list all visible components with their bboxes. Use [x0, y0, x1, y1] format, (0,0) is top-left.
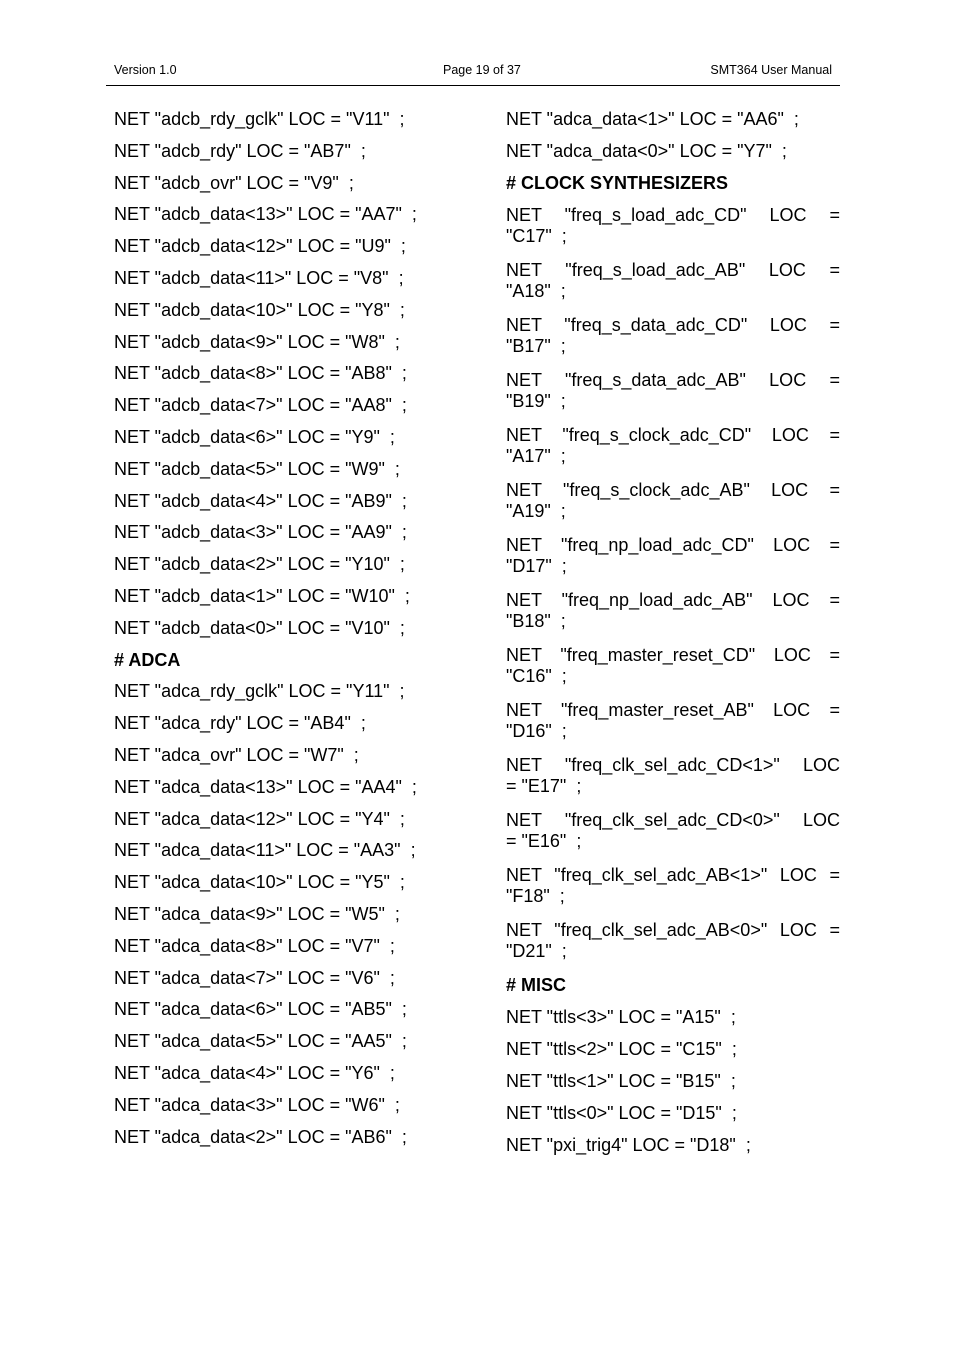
net-line: NET "adca_data<9>" LOC = "W5" ;	[114, 903, 400, 924]
net-entry-main: NET "freq_clk_sel_adc_CD<0>" LOC	[506, 810, 840, 830]
net-entry-main: NET "freq_s_load_adc_CD" LOC =	[506, 205, 840, 225]
net-line: NET "pxi_trig4" LOC = "D18" ;	[506, 1135, 751, 1155]
net-entry	[506, 424, 840, 467]
net-entry	[506, 864, 840, 907]
net-entry-tail: "B19" ;	[506, 391, 566, 411]
net-entry	[506, 369, 840, 412]
net-line: NET "ttls<0>" LOC = "D15" ;	[506, 1103, 737, 1123]
net-line: NET "adcb_data<9>" LOC = "W8" ;	[114, 331, 400, 352]
net-line: NET "adca_data<11>" LOC = "AA3" ;	[114, 840, 416, 861]
net-line: NET "adca_data<3>" LOC = "W6" ;	[114, 1094, 400, 1115]
net-entry-tail: = "E17" ;	[506, 776, 582, 796]
net-line: NET "adcb_data<2>" LOC = "Y10" ;	[114, 554, 405, 575]
net-line: NET "adcb_rdy_gclk" LOC = "V11" ;	[114, 109, 405, 129]
net-entry-main: NET "freq_s_clock_adc_CD" LOC =	[506, 425, 840, 445]
net-line: NET "adca_rdy" LOC = "AB4" ;	[114, 713, 366, 734]
net-entry-main: NET "freq_s_load_adc_AB" LOC =	[506, 260, 840, 280]
net-entry-tail: "A17" ;	[506, 446, 566, 466]
net-line: NET "adca_data<2>" LOC = "AB6" ;	[114, 1126, 407, 1147]
net-entry-main: NET "freq_np_load_adc_CD" LOC =	[506, 535, 840, 555]
net-entry	[506, 314, 840, 357]
net-entry-main: NET "freq_clk_sel_adc_AB<1>" LOC =	[506, 865, 840, 885]
net-line: NET "ttls<1>" LOC = "B15" ;	[506, 1071, 736, 1091]
net-line: NET "adca_data<0>" LOC = "Y7" ;	[506, 141, 787, 161]
version-label: Version 1.0	[114, 63, 177, 77]
net-entry-tail: "D17" ;	[506, 556, 567, 576]
net-line: NET "adcb_data<5>" LOC = "W9" ;	[114, 458, 400, 479]
net-line: NET "ttls<3>" LOC = "A15" ;	[506, 1007, 736, 1027]
net-line: NET "adca_data<13>" LOC = "AA4" ;	[114, 776, 417, 797]
net-line: NET "adca_data<5>" LOC = "AA5" ;	[114, 1031, 407, 1052]
net-entry	[506, 259, 840, 302]
net-entry-main: NET "freq_np_load_adc_AB" LOC =	[506, 590, 840, 610]
net-entry-main: NET "freq_s_clock_adc_AB" LOC =	[506, 480, 840, 500]
net-entry	[506, 589, 840, 632]
net-line: NET "adcb_data<8>" LOC = "AB8" ;	[114, 363, 407, 384]
left-column	[114, 108, 454, 1157]
net-line: NET "adca_data<7>" LOC = "V6" ;	[114, 967, 395, 988]
net-entry-main: NET "freq_clk_sel_adc_CD<1>" LOC	[506, 755, 840, 775]
net-entry-tail: "A19" ;	[506, 501, 566, 521]
page-number: Page 19 of 37	[443, 63, 521, 77]
net-entry-tail: "D16" ;	[506, 721, 567, 741]
section-heading-misc: # MISC	[506, 975, 567, 995]
net-entry	[506, 534, 840, 577]
section-heading-clock-synthesizers: # CLOCK SYNTHESIZERS	[506, 173, 729, 193]
net-line: NET "adca_ovr" LOC = "W7" ;	[114, 744, 359, 765]
net-entry	[506, 644, 840, 687]
net-entry	[506, 204, 840, 247]
net-entry	[506, 809, 840, 852]
net-line: NET "adca_data<10>" LOC = "Y5" ;	[114, 872, 405, 893]
net-entry-tail: "F18" ;	[506, 886, 565, 906]
net-line: NET "adcb_data<11>" LOC = "V8" ;	[114, 267, 404, 288]
net-line: NET "adcb_data<4>" LOC = "AB9" ;	[114, 490, 407, 511]
net-line: NET "adca_data<8>" LOC = "V7" ;	[114, 935, 395, 956]
net-entry-tail: "C17" ;	[506, 226, 567, 246]
net-entry-tail: "D21" ;	[506, 941, 567, 961]
net-line: NET "ttls<2>" LOC = "C15" ;	[506, 1039, 737, 1059]
page-header	[106, 0, 840, 86]
net-entry-main: NET "freq_master_reset_CD" LOC =	[506, 645, 840, 665]
net-line: NET "adcb_data<0>" LOC = "V10" ;	[114, 617, 405, 638]
net-entry-main: NET "freq_clk_sel_adc_AB<0>" LOC =	[506, 920, 840, 940]
net-entry	[506, 479, 840, 522]
manual-title: SMT364 User Manual	[710, 63, 832, 77]
net-entry-tail: "B18" ;	[506, 611, 566, 631]
net-entry-main: NET "freq_s_data_adc_AB" LOC =	[506, 370, 840, 390]
net-entry-tail: "B17" ;	[506, 336, 566, 356]
net-entry-tail: = "E16" ;	[506, 831, 582, 851]
net-entry-tail: "A18" ;	[506, 281, 566, 301]
net-line: NET "adcb_data<1>" LOC = "W10" ;	[114, 585, 410, 606]
net-line: NET "adcb_data<12>" LOC = "U9" ;	[114, 236, 406, 257]
net-line: NET "adcb_data<3>" LOC = "AA9" ;	[114, 522, 407, 543]
net-line: NET "adca_data<1>" LOC = "AA6" ;	[506, 109, 799, 129]
net-entry-tail: "C16" ;	[506, 666, 567, 686]
net-line: NET "adcb_ovr" LOC = "V9" ;	[114, 172, 354, 193]
net-line: NET "adca_data<12>" LOC = "Y4" ;	[114, 808, 405, 829]
net-line: NET "adcb_data<6>" LOC = "Y9" ;	[114, 426, 395, 447]
net-line: NET "adcb_data<7>" LOC = "AA8" ;	[114, 395, 407, 416]
net-entry	[506, 699, 840, 742]
section-heading-adca: # ADCA	[114, 649, 181, 670]
net-line: NET "adca_rdy_gclk" LOC = "Y11" ;	[114, 681, 405, 702]
net-line: NET "adcb_data<13>" LOC = "AA7" ;	[114, 204, 417, 225]
net-entry-main: NET "freq_s_data_adc_CD" LOC =	[506, 315, 840, 335]
net-line: NET "adca_data<4>" LOC = "Y6" ;	[114, 1062, 395, 1083]
net-entry-main: NET "freq_master_reset_AB" LOC =	[506, 700, 840, 720]
right-column	[506, 108, 840, 1166]
net-line: NET "adcb_rdy" LOC = "AB7" ;	[114, 140, 366, 161]
net-line: NET "adca_data<6>" LOC = "AB5" ;	[114, 999, 407, 1020]
net-line: NET "adcb_data<10>" LOC = "Y8" ;	[114, 299, 405, 320]
net-entry	[506, 919, 840, 962]
net-entry	[506, 754, 840, 797]
